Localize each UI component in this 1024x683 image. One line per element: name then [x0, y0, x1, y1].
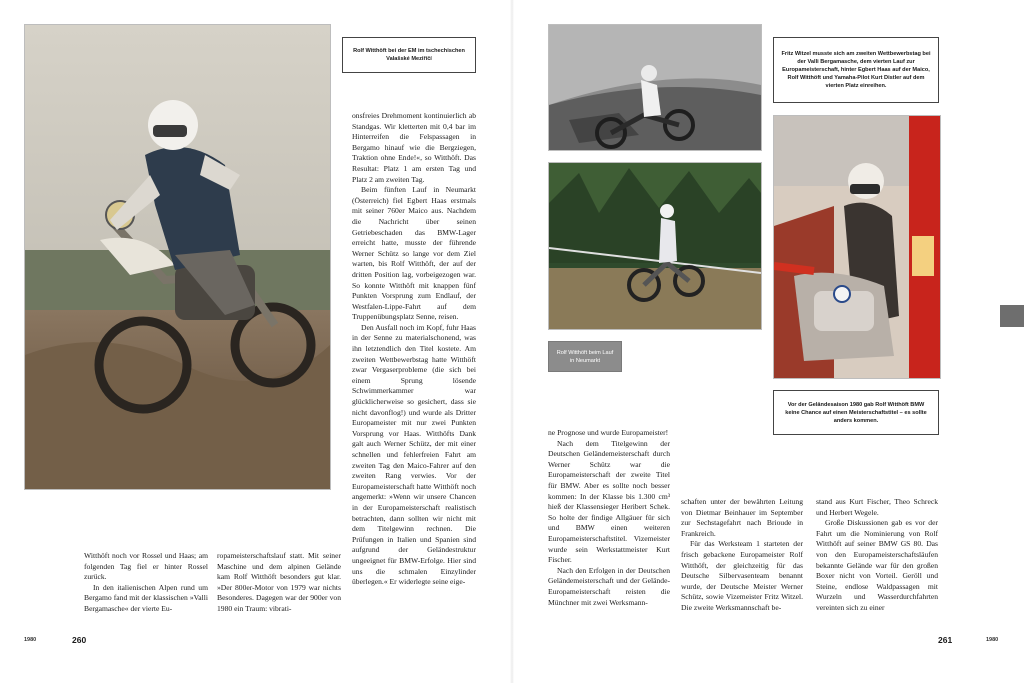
- caption-forest: [548, 341, 622, 372]
- caption-1980: [773, 390, 939, 435]
- caption-witzel: [773, 37, 939, 103]
- photo-rider-bmw-1980: [773, 115, 941, 379]
- left-col3-p3: Den Ausfall noch im Kopf, fuhr Haas in der Senne zu materialschonend, was ihn letztendlich den Titel kostete. Am zweiten Wettbewerbstag hatte Witthöft zwar Vergaserprobleme (die sich bei einem Sprung lösende Schwimmerkammer war glücklicherweise so gesichert, dass sie nicht davonflog!) und wurde als Dritter Europameister mit nur zwei Punkten Vorsprung vor Haas. Witthöfts Dank galt auch Werner Schütz, der mit einer schnellen und fehlerfreien Fahrt am zweiten Tag den Maico-Fahrer auf den zweiten Rang verwies. Vor der Europameisterschaft hatte Witthöft noch angemerkt: »Wenn wir unsere Chancen in der Europameisterschaft realistisch betrachten, dann sollten wir nicht mit dem Titelgewinn rechnen. Die Prüfungen in Italien und Spanien sind aufgrund der Geländestruktur ungeeignet für BMW-Erfolge. Hier sind uns die schmalen Einzylinder überlegen.« Er widerlegte seine eige-: [352, 322, 476, 587]
- right-col-1: [548, 428, 670, 608]
- left-col-3: [352, 111, 476, 588]
- right-year-label: 1980: [986, 637, 999, 643]
- right-col1-p2: Nach dem Titelgewinn der Deutschen Geländemeisterschaft durch Werner Schütz war die Europameisterschaft der zweite Titel für BMW. Aber es sollte noch besser kommen: In der Klasse bis 1.300 cm³ hieß der Klassensieger Heribert Schek. So holte der findige Allgäuer für sich und BMW einen weiteren Europameisterschaftstitel. Vizemeister wurde sein Werkstattmeister Kurt Fischer.: [548, 438, 670, 565]
- right-col-2: [681, 497, 803, 614]
- caption-em-text: Rolf Witthöft bei der EM im tschechischen Valašské Meziříčí: [353, 48, 465, 62]
- left-year-label: 1980: [24, 637, 37, 643]
- caption-1980-text: Vor der Geländesaison 1980 gab Rolf Witthöft BMW keine Chance auf einen Meisterschaftstitel – es sollte anders kommen.: [785, 401, 927, 424]
- left-col1-p2: In den italienischen Alpen rund um Bergamo fand mit der klassischen »Valli Bergamasche« der vierte Eu-: [84, 582, 208, 613]
- chapter-tab-marker: [1000, 305, 1024, 327]
- left-page-number: 260: [72, 635, 87, 645]
- right-col2-p1: schaften unter der bewährten Leitung von Dietmar Beinhauer im September zur Sechstagefahrt nach Brioude in Frankreich.: [681, 497, 803, 538]
- right-col3-p1: stand aus Kurt Fischer, Theo Schreck und Herbert Wegele.: [816, 497, 938, 517]
- photo-motocross-rider: [24, 24, 331, 490]
- left-col2-p1: ropameisterschaftslauf statt. Mit seiner Maschine und dem alpinen Gelände kam Rolf Witthöft besonders gut klar. »Der 800er-Motor von 1979 war nichts Besonderes. Dagegen war der 900er von 1980 ein Traum: vibrati-: [217, 551, 341, 613]
- left-col-2: [217, 551, 341, 615]
- caption-witzel-text: Fritz Witzel musste sich am zweiten Wettbewerbstag bei der Valli Bergamasche, dem vierten Lauf zur Europameisterschaft, hinter Egbert Haas auf der Maico, Rolf Witthöft und Yamaha-Pilot Kurt Distler auf dem vierten Platz einreihen.: [781, 51, 931, 89]
- page-gutter: [510, 0, 514, 683]
- photo-rocky-climb: [548, 24, 762, 151]
- right-col2-p2: Für das Werksteam 1 starteten der frisch gebackene Europameister Rolf Witthöft, der gleichzeitig für das Deutsche Silbervasenteam benannt wurde, der Deutsche Meister Werner Schütz, sowie Vizemeister Fritz Witzel. Die zweite Werksmannschaft be-: [681, 539, 803, 612]
- caption-em-valasske: [342, 37, 476, 73]
- right-page-number: 261: [938, 635, 953, 645]
- caption-forest-text: Rolf Witthöft beim Lauf in Neumarkt: [556, 349, 614, 364]
- right-col3-p2: Große Diskussionen gab es vor der Fahrt um die Nominierung von Rolf Witthöft auf seiner BMW GS 80. Das von den Europameisterschaftsläufen bekannte Gelände war für den großen Boxer nicht von Vorteil. Geröll und Steine, endlose Waldpassagen mit Wurzeln und Wasserdurchfahrten vereinten sich zu einer: [816, 518, 938, 612]
- right-col1-p1: ne Prognose und wurde Europameister!: [548, 428, 669, 437]
- photo-forest-neumarkt: [548, 162, 762, 330]
- left-col3-p1: onsfreies Drehmoment kontinuierlich ab Standgas. Wir kletterten mit 0,4 bar im Hinterreifen die Felspassagen in Bergamo hinauf wie die Bergziegen, Traktion ohne Ende!«, so Witthöft. Das Resultat: Platz 1 am ersten Tag und Platz 2 am zweiten Tag.: [352, 111, 476, 184]
- left-col-1: [84, 551, 208, 615]
- right-col-3: [816, 497, 938, 614]
- right-col1-p3: Nach den Erfolgen in der Deutschen Geländemeisterschaft und der Gelände-Europameisterschaft reisten die Münchner mit zwei Werksmann-: [548, 565, 670, 607]
- left-col3-p2: Beim fünften Lauf in Neumarkt (Österreich) fiel Egbert Haas erstmals mit seiner 760er Maico aus. Nachdem die Nachricht über seinen Getriebeschaden das BMW-Lager erreicht hatte, musste der führende Werner Schütz so lange vor dem Ziel warten, bis Rolf Witthöft, der auf der dritten Position lag, vorbeigezogen war. So konnte Witthöft mit knappen fünf Punkten Vorsprung zum Endlauf, der Westfalen-Lippe-Fahrt auf dem Truppenübungsplatz Senne, reisen.: [352, 185, 476, 322]
- left-col1-p1: Witthöft noch vor Rossel und Haas; am folgenden Tag fiel er hinter Rossel zurück.: [84, 551, 208, 582]
